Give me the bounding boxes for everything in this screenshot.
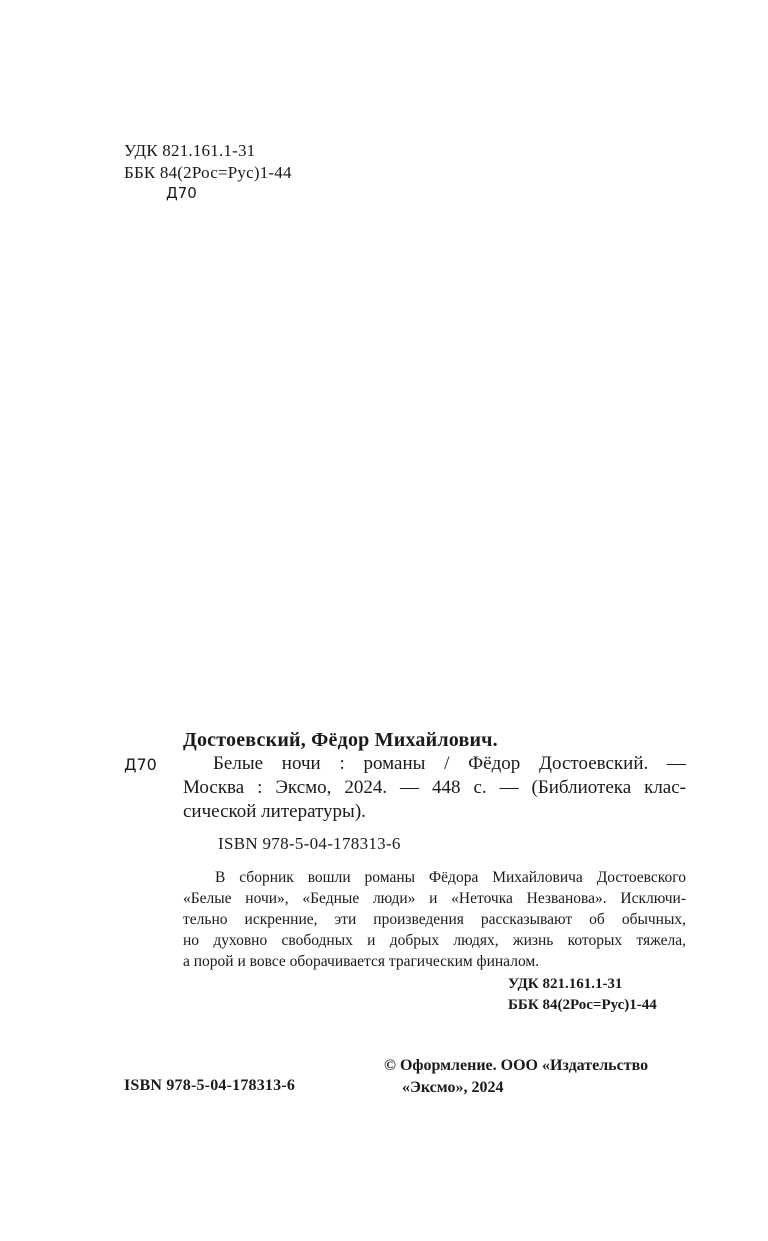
bbk-code-bottom: ББК 84(2Рос=Рус)1-44: [508, 997, 657, 1013]
bbk-code-top: ББК 84(2Рос=Рус)1-44: [124, 163, 292, 182]
copyright-line: © Оформление. ООО «Издательство: [384, 1057, 649, 1074]
annotation: [183, 867, 686, 972]
author-sign: Д70: [124, 755, 157, 774]
description-line: Белые ночи : романы / Фёдор Достоевский. —: [213, 753, 686, 774]
description-line: Москва : Эксмо, 2024. — 448 с. — (Библиотека клас-: [183, 777, 686, 798]
author-heading: Достоевский, Фёдор Михайлович.: [183, 729, 498, 751]
copyright-notice: [384, 1055, 648, 1099]
annotation-line: а порой и вовсе оборачивается трагическим финалом.: [183, 953, 540, 970]
bibliographic-description: [183, 752, 686, 824]
annotation-line: но духовно свободных и добрых людях, жизнь которых тяжела,: [183, 932, 686, 949]
description-line: сической литературы).: [183, 801, 366, 822]
annotation-line: В сборник вошли романы Фёдора Михайловича Достоевского: [215, 869, 686, 886]
isbn-record: ISBN 978-5-04-178313-6: [218, 834, 401, 853]
author-sign-top: Д70: [166, 184, 197, 202]
annotation-line: тельно искренние, эти произведения рассказывают об обычных,: [183, 911, 686, 928]
udk-code-bottom: УДК 821.161.1-31: [508, 976, 623, 992]
udk-code-top: УДК 821.161.1-31: [124, 141, 256, 160]
copyright-line: «Эксмо», 2024: [402, 1079, 504, 1096]
annotation-line: «Белые ночи», «Бедные люди» и «Неточка Незванова». Исключи-: [183, 890, 686, 907]
isbn-footer: ISBN 978-5-04-178313-6: [124, 1077, 296, 1094]
